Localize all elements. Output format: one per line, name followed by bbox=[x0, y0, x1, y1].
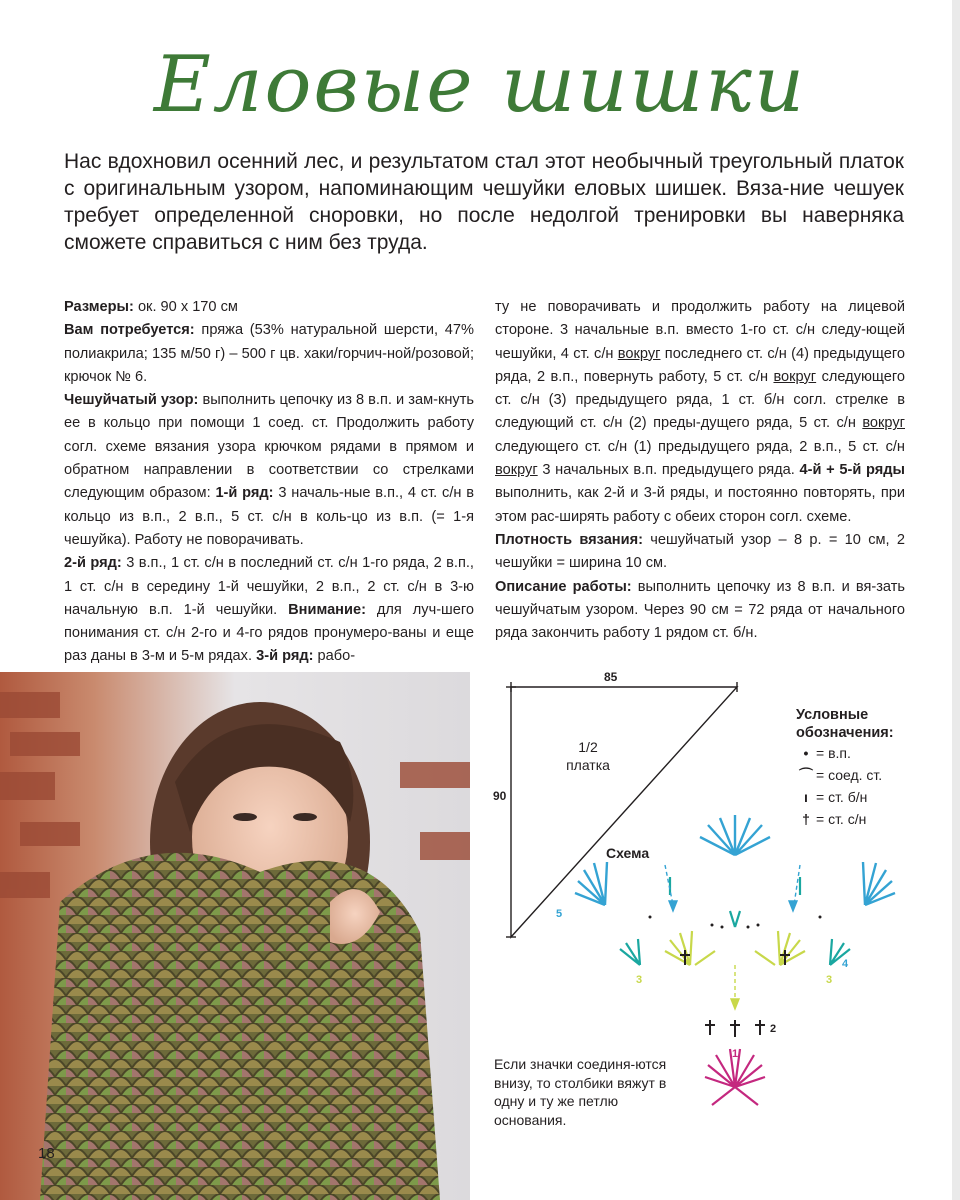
row45-text: выполнить, как 2-й и 3-й ряды, и постоянно повторять, при этом рас-ширять работу с обеих сторон согл. схеме. bbox=[495, 485, 905, 525]
row-number-2: 2 bbox=[770, 1023, 777, 1035]
legend-item-chain bbox=[796, 742, 894, 764]
legend bbox=[796, 706, 894, 830]
single-crochet-icon: ı bbox=[804, 789, 808, 805]
legend-title-line2: обозначения: bbox=[796, 725, 894, 741]
row45-label: 4-й + 5-й ряды bbox=[799, 462, 906, 479]
legend-text: = ст. с/н bbox=[816, 811, 867, 827]
direction-arrows bbox=[665, 865, 800, 911]
legend-text: = ст. б/н bbox=[816, 789, 868, 805]
row-number-1: 1 bbox=[732, 1048, 739, 1060]
page-number: 18 bbox=[38, 1145, 55, 1162]
around-word: вокруг bbox=[495, 462, 538, 479]
half-label-fraction: 1/2 bbox=[578, 739, 598, 755]
row3-text-b: последнего ст. с/н (4) предыдущего ряда, 2 в.п., повернуть работу, 5 ст. с/н bbox=[495, 345, 905, 385]
left-column bbox=[64, 296, 474, 669]
legend-text: = в.п. bbox=[816, 745, 851, 761]
model-photo-illustration bbox=[0, 672, 470, 1200]
row3-text-c: следующего ст. с/н (3) предыдущего ряда, 1 ст. б/н согл. стрелке в следующий ст. с/н (2) преды-дущего ряда, 5 ст. с/н bbox=[495, 368, 906, 432]
density-paragraph bbox=[495, 529, 905, 576]
svg-text:3: 3 bbox=[826, 974, 833, 986]
row-number-5: 5 bbox=[556, 908, 563, 920]
row3-label: 3-й ряд: bbox=[256, 648, 314, 665]
stitch-note: Если значки соединя-ются внизу, то столбики вяжут в одну и ту же петлю основания. bbox=[494, 1056, 667, 1128]
row-numbers-dark bbox=[770, 1023, 776, 1035]
row3-text-d: следующего ст. с/н (1) предыдущего ряда, 2 в.п., 5 ст. с/н bbox=[495, 438, 905, 455]
attention-label: Внимание: bbox=[288, 601, 366, 618]
density-label: Плотность вязания: bbox=[495, 531, 643, 548]
row1-label: 1-й ряд: bbox=[215, 485, 274, 502]
page-edge bbox=[952, 0, 960, 1200]
height-dimension: 90 bbox=[493, 789, 507, 803]
intro-paragraph: Нас вдохновил осенний лес, и результатом стал этот необычный треугольный платок с оригинальным узором, напоминающим чешуйки еловых шишек. Вяза-ние чешуек требует определенной сноровки, но после недолгой тренировки вы наверняка сможете справиться с ним без труда. bbox=[64, 150, 904, 254]
row3-text-e: 3 начальных в.п. предыдущего ряда. bbox=[537, 462, 800, 479]
pattern-paragraph bbox=[64, 389, 474, 552]
row3-continued-paragraph bbox=[495, 296, 905, 529]
model-photo bbox=[0, 672, 470, 1200]
row2-label: 2-й ряд: bbox=[64, 555, 122, 572]
half-shawl-triangle bbox=[506, 682, 737, 937]
row2-text: 3 в.п., 1 ст. с/н в последний ст. с/н 1-го ряда, 2 в.п., 1 ст. с/н в середину 1-й чешуйки, 2 в.п., 2 ст. с/н в 3-ю начальную в.п. 1-й чешуйки. bbox=[64, 555, 474, 618]
around-word: вокруг bbox=[773, 368, 817, 385]
description-label: Описание работы: bbox=[495, 578, 632, 595]
pattern-text: выполнить цепочку из 8 в.п. и зам-кнуть ее в кольцо при помощи 1 соед. ст. Продолжить работу согл. схеме вязания узора крючком рядами в прямом и обратном направлении в соответствии со стрелками следующим образом: bbox=[64, 392, 474, 502]
row2-paragraph bbox=[64, 552, 474, 668]
legend-title-line1: Условные bbox=[796, 707, 869, 723]
chain-stitch-icon: • bbox=[803, 745, 809, 761]
right-column bbox=[495, 296, 905, 645]
row1-text: 3 началь-ные в.п., 4 ст. с/н в кольцо из в.п., 2 в.п., 5 ст. с/н в коль-цо из в.п. (= 1-я чешуйка). Работу не поворачивать. bbox=[64, 485, 474, 548]
half-shawl-label bbox=[548, 738, 628, 774]
legend-item-single bbox=[796, 786, 894, 808]
row-numbers-green bbox=[636, 974, 832, 986]
legend-text: = соед. ст. bbox=[816, 767, 883, 783]
materials-label: Вам потребуется: bbox=[64, 322, 195, 339]
row-numbers-pink bbox=[732, 1048, 738, 1060]
legend-item-double bbox=[796, 808, 894, 830]
density-text: чешуйчатый узор – 8 р. = 10 см, 2 чешуйки = ширина 10 см. bbox=[495, 531, 906, 572]
sizes-label: Размеры: bbox=[64, 299, 134, 315]
description-text: выполнить цепочку из 8 в.п. и вя-зать чешуйчатым узором. Через 90 см = 72 ряда от начального ряда закончить работу 1 рядом ст. б/н. bbox=[495, 578, 905, 642]
slip-stitch-icon: ⌒ bbox=[799, 767, 813, 783]
sizes-text: ок. 90 x 170 см bbox=[133, 299, 238, 315]
width-dimension: 85 bbox=[604, 670, 618, 684]
row3-text-a: ту не поворачивать и продолжить работу на лицевой стороне. 3 начальные в.п. вместо 1-го ст. с/н следу-ющей чешуйки, 4 ст. с/н bbox=[495, 299, 905, 362]
materials-text: пряжа (53% натуральной шерсти, 47% полиакрила; 135 м/50 г) – 500 г цв. хаки/горчич-ной/розовой; крючок № 6. bbox=[64, 322, 474, 385]
materials-paragraph bbox=[64, 319, 474, 389]
row-number-4: 4 bbox=[842, 958, 849, 970]
half-label-word: платка bbox=[566, 757, 610, 773]
around-word: вокруг bbox=[862, 415, 905, 432]
description-paragraph bbox=[495, 576, 905, 646]
center-arrow bbox=[731, 965, 739, 1009]
around-word: вокруг bbox=[617, 345, 661, 362]
double-crochet-icon: † bbox=[802, 811, 810, 827]
attention-text: для луч-шего понимания ст. с/н 2-го и 4-го рядов пронумеро-ваны и еще раз даны в 3-м и 5-м рядах. bbox=[64, 601, 474, 665]
legend-item-slip bbox=[796, 764, 894, 786]
pattern-label: Чешуйчатый узор: bbox=[64, 392, 199, 409]
sizes-paragraph bbox=[64, 296, 474, 319]
page-title: Еловые шишки bbox=[153, 40, 807, 130]
row3-stitches bbox=[620, 877, 850, 965]
row-number-3: 3 bbox=[636, 974, 643, 986]
schema-label: Схема bbox=[606, 845, 650, 861]
row3-text: рабо- bbox=[313, 648, 356, 665]
